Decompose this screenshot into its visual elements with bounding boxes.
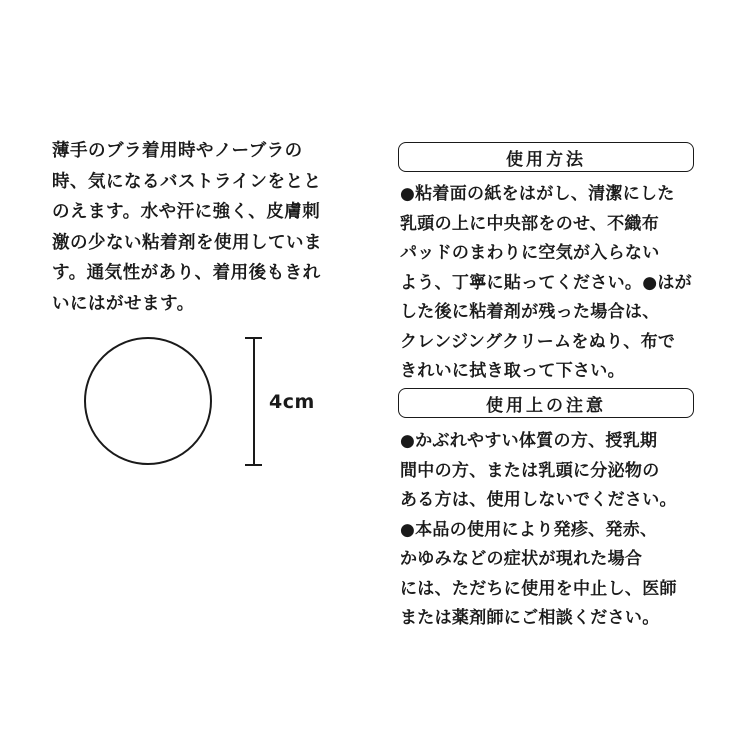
- usage-line: ●粘着面の紙をはがし、清潔にした: [400, 184, 675, 204]
- usage-line: きれいに拭き取って下さい。: [400, 361, 625, 381]
- description-line: 薄手のブラ着用時やノーブラの: [52, 141, 303, 161]
- product-size-circle: [84, 337, 212, 465]
- usage-line: よう、丁寧に貼ってください。●はが: [400, 272, 692, 293]
- dimension-cap-bottom: [245, 464, 262, 466]
- caution-line: かゆみなどの症状が現れた場合: [400, 549, 643, 569]
- description-line: のえます。水や汗に強く、皮膚刺: [52, 202, 321, 222]
- usage-instructions: [400, 180, 700, 387]
- dimension-label: 4cm: [269, 391, 315, 413]
- caution-line: ある方は、使用しないでください。: [400, 490, 677, 510]
- caution-line: ●かぶれやすい体質の方、授乳期: [400, 431, 658, 451]
- usage-line: クレンジングクリームをぬり、布で: [400, 331, 676, 352]
- caution-line: には、ただちに使用を中止し、医師: [400, 578, 677, 599]
- description-line: 激の少ない粘着剤を使用していま: [52, 232, 322, 253]
- usage-line: した後に粘着剤が残った場合は、: [400, 302, 660, 322]
- description-line: いにはがせます。: [52, 293, 195, 314]
- caution-line: または薬剤師にご相談ください。: [400, 608, 660, 628]
- caution-line: ●本品の使用により発疹、発赤、: [400, 519, 658, 540]
- description-line: 時、気になるバストラインをとと: [52, 171, 322, 192]
- caution-heading: 使用上の注意: [398, 388, 694, 418]
- caution-notes: [400, 427, 700, 634]
- description-line: す。通気性があり、着用後もきれ: [52, 263, 321, 283]
- usage-line: 乳頭の上に中央部をのせ、不織布: [400, 213, 659, 234]
- usage-heading: 使用方法: [398, 142, 694, 172]
- caution-line: 間中の方、または乳頭に分泌物の: [400, 460, 660, 481]
- usage-line: パッドのまわりに空気が入らない: [400, 243, 660, 263]
- dimension-line: [253, 337, 255, 465]
- product-description: [52, 136, 362, 319]
